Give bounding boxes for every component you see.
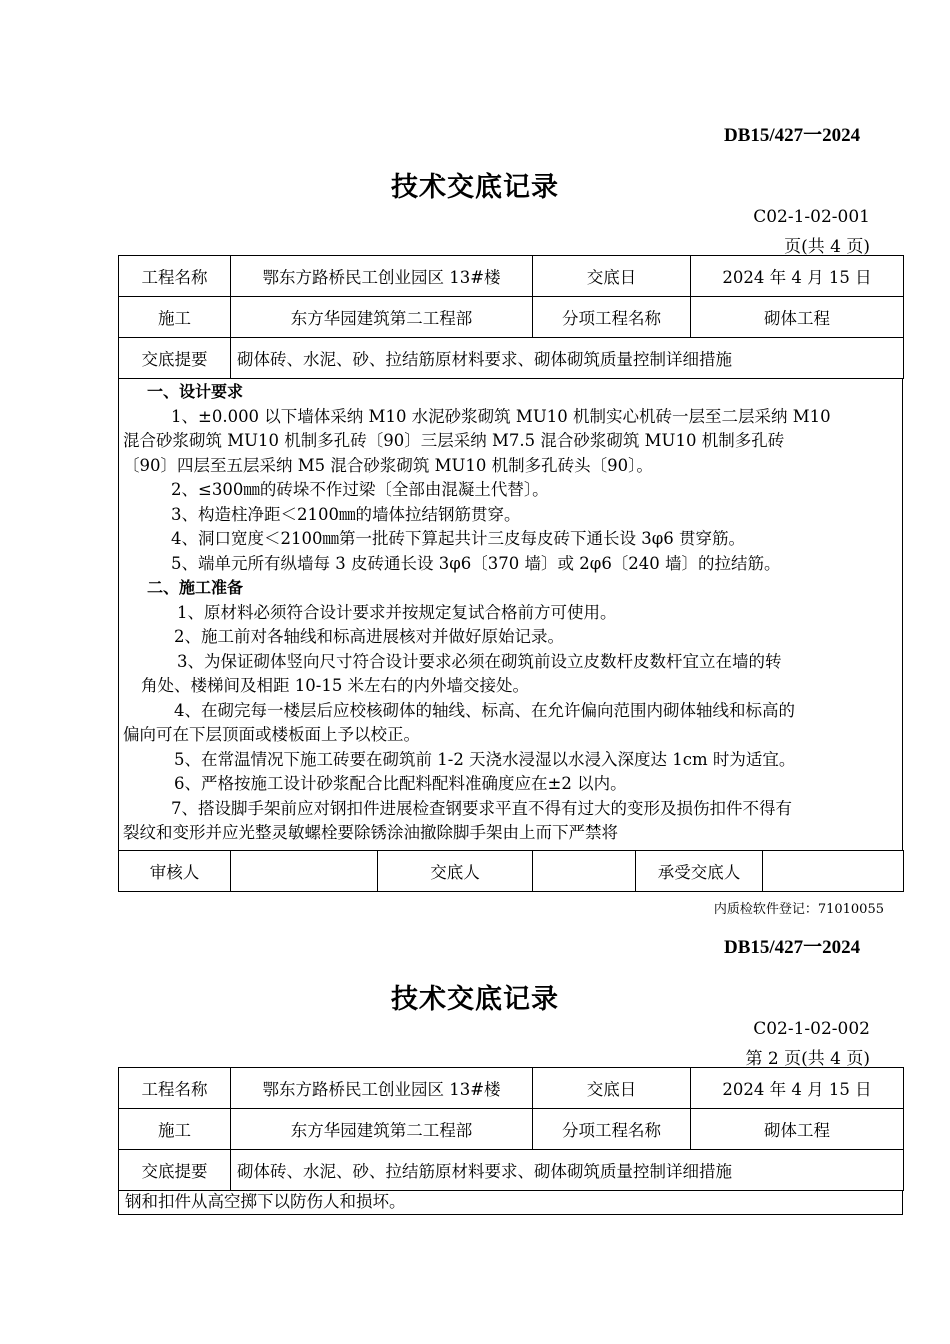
- summary-row: [119, 1150, 904, 1191]
- summary-label: 交底提要: [119, 1150, 231, 1191]
- construction-row: [119, 1109, 904, 1150]
- preparation-item: 2、施工前对各轴线和标高进展核对并做好原始记录。: [174, 627, 564, 646]
- date-value: 2024 年 4 月 15 日: [691, 1068, 904, 1109]
- software-registration: 内质检软件登记：71010055: [713, 902, 884, 917]
- preparation-item: 裂纹和变形并应光整灵敏螺栓要除锈涂油撤除脚手架由上而下严禁将: [123, 823, 618, 842]
- construction-row: [119, 297, 904, 338]
- design-item: 4、洞口宽度＜2100㎜第一批砖下算起共计三皮每皮砖下通长设 3φ6 贯穿筋。: [171, 529, 746, 548]
- document-number: C02-1-02-001: [753, 207, 870, 227]
- design-item: 混合砂浆砌筑 MU10 机制多孔砖〔90〕三层采纳 M7.5 混合砂浆砌筑 MU10 机制多孔砖: [123, 431, 785, 450]
- date-value: 2024 年 4 月 15 日: [691, 256, 904, 297]
- standard-code: DB15/427一2024: [724, 937, 861, 958]
- date-label: 交底日: [533, 256, 691, 297]
- receiver-value[interactable]: [763, 851, 904, 892]
- reviewer-value[interactable]: [231, 851, 378, 892]
- continuation-text: 钢和扣件从高空掷下以防伤人和损坏。: [125, 1192, 406, 1211]
- preparation-item: 6、严格按施工设计砂浆配合比配料配料准确度应在±2 以内。: [174, 774, 627, 793]
- construction-label: 施工: [119, 297, 231, 338]
- summary-row: [119, 338, 904, 379]
- discloser-label: 交底人: [378, 851, 533, 892]
- project-value: 鄂东方路桥民工创业园区 13#楼: [231, 1068, 533, 1109]
- summary-value: 砌体砖、水泥、砂、拉结筋原材料要求、砌体砌筑质量控制详细措施: [231, 1150, 904, 1191]
- header-table: [118, 1067, 904, 1191]
- summary-label: 交底提要: [119, 338, 231, 379]
- standard-code: DB15/427一2024: [724, 125, 861, 146]
- project-label: 工程名称: [119, 1068, 231, 1109]
- construction-value: 东方华园建筑第二工程部: [231, 1109, 533, 1150]
- project-row: [119, 256, 904, 297]
- project-label: 工程名称: [119, 256, 231, 297]
- design-item: 3、构造柱净距＜2100㎜的墙体拉结钢筋贯穿。: [171, 504, 521, 524]
- document-number: C02-1-02-002: [753, 1019, 870, 1039]
- page-info: 第 2 页(共 4 页): [745, 1049, 870, 1069]
- header-table: [118, 255, 904, 379]
- construction-label: 施工: [119, 1109, 231, 1150]
- subitem-value: 砌体工程: [691, 297, 904, 338]
- receiver-label: 承受交底人: [636, 851, 763, 892]
- document-title: 技术交底记录: [391, 172, 559, 203]
- subitem-label: 分项工程名称: [533, 1109, 691, 1150]
- subitem-value: 砌体工程: [691, 1109, 904, 1150]
- sign-row: [119, 851, 904, 892]
- preparation-item: 1、原材料必须符合设计要求并按规定复试合格前方可使用。: [177, 602, 617, 622]
- date-label: 交底日: [533, 1068, 691, 1109]
- summary-value: 砌体砖、水泥、砂、拉结筋原材料要求、砌体砌筑质量控制详细措施: [231, 338, 904, 379]
- document-title: 技术交底记录: [391, 984, 559, 1015]
- reviewer-label: 审核人: [119, 851, 231, 892]
- content-box: [118, 1190, 903, 1215]
- discloser-value[interactable]: [533, 851, 636, 892]
- content-box: [118, 378, 903, 851]
- design-item: 〔90〕四层至五层采纳 M5 混合砂浆砌筑 MU10 机制多孔砖头〔90〕。: [123, 455, 653, 475]
- page-info: 页(共 4 页): [784, 237, 870, 257]
- design-item: 2、≤300㎜的砖垛不作过梁〔全部由混凝土代替〕。: [171, 480, 549, 499]
- preparation-item: 5、在常温情况下施工砖要在砌筑前 1-2 天浇水浸湿以水浸入深度达 1cm 时为适宜。: [174, 749, 796, 769]
- project-value: 鄂东方路桥民工创业园区 13#楼: [231, 256, 533, 297]
- preparation-item: 角处、楼梯间及相距 10-15 米左右的内外墙交接处。: [141, 676, 530, 695]
- section-heading-preparation: 二、施工准备: [147, 578, 244, 597]
- subitem-label: 分项工程名称: [533, 297, 691, 338]
- preparation-item: 偏向可在下层顶面或楼板面上予以校正。: [123, 725, 420, 744]
- preparation-item: 3、为保证砌体竖向尺寸符合设计要求必须在砌筑前设立皮数杆皮数杆宜立在墙的转: [177, 651, 782, 671]
- sign-table: [118, 850, 904, 892]
- preparation-item: 4、在砌完每一楼层后应校核砌体的轴线、标高、在允许偏向范围内砌体轴线和标高的: [174, 700, 795, 720]
- design-item: 5、端单元所有纵墙每 3 皮砖通长设 3φ6〔370 墙〕或 2φ6〔240 墙〕的拉结筋。: [171, 553, 781, 573]
- design-item: 1、±0.000 以下墙体采纳 M10 水泥砂浆砌筑 MU10 机制实心机砖一层至二层采纳 M10: [171, 406, 831, 426]
- project-row: [119, 1068, 904, 1109]
- section-heading-design: 一、设计要求: [147, 382, 244, 401]
- construction-value: 东方华园建筑第二工程部: [231, 297, 533, 338]
- preparation-item: 7、搭设脚手架前应对钢扣件进展检查钢要求平直不得有过大的变形及损伤扣件不得有: [171, 798, 792, 818]
